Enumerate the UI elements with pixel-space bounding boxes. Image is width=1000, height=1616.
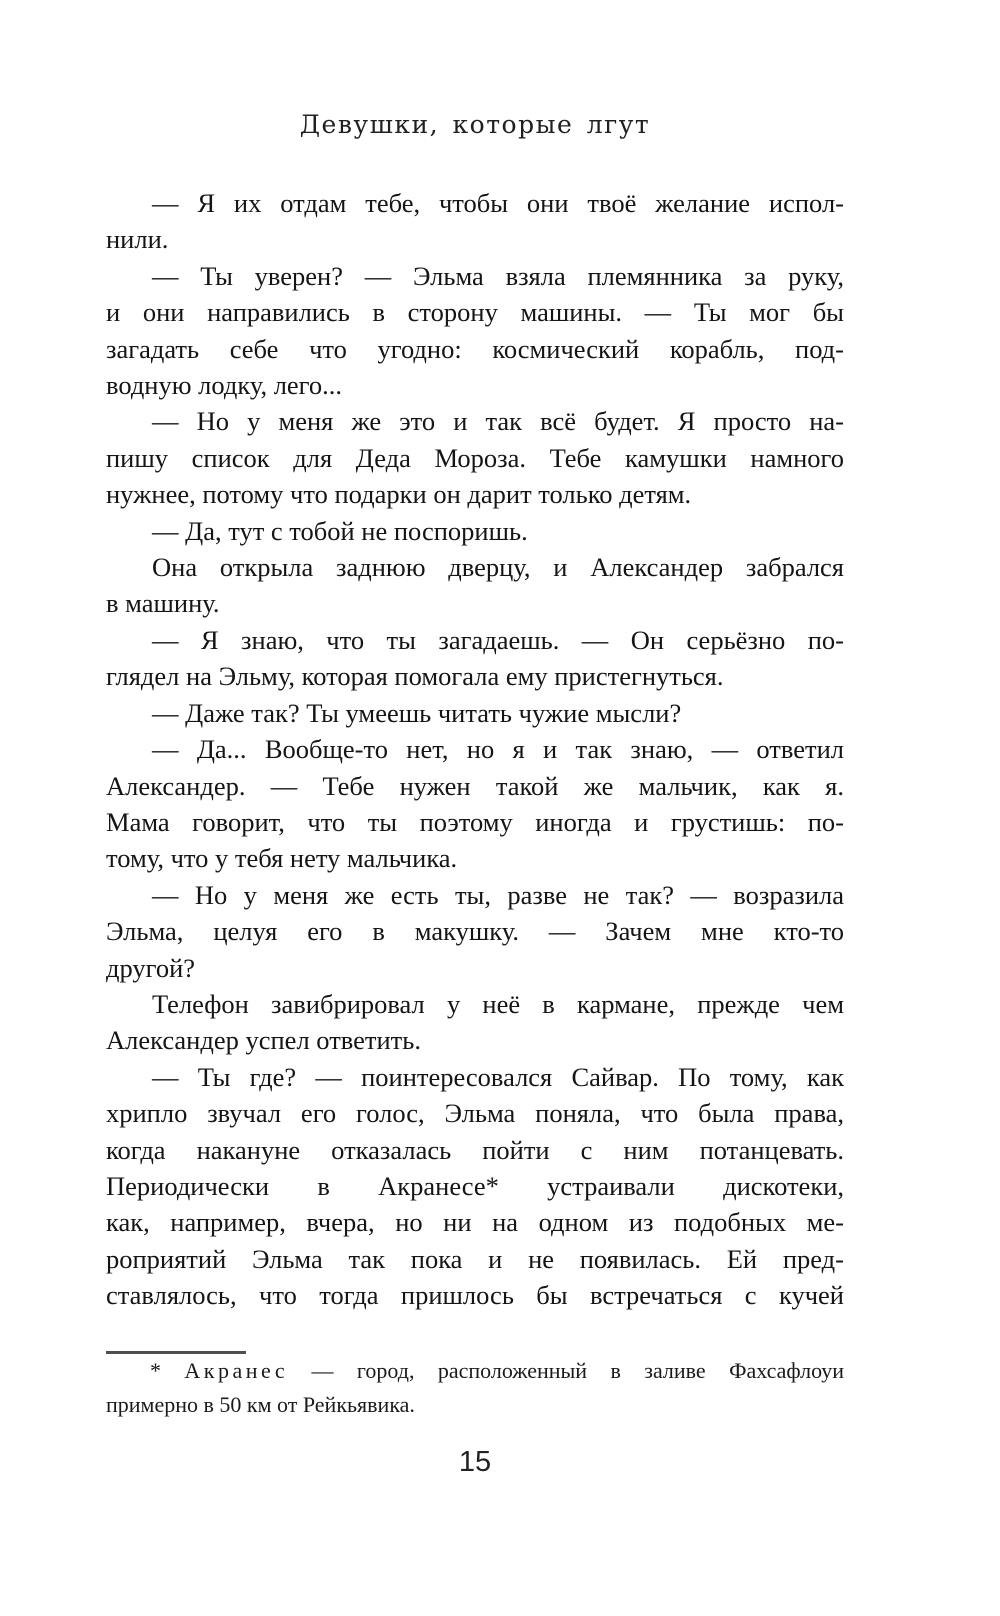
text-line: другой? xyxy=(106,952,196,983)
text-line: — Даже так? Ты умеешь читать чужие мысли? xyxy=(152,697,682,728)
footnote-line: примерно в 50 км от Рейкьявика. xyxy=(106,1391,415,1417)
text-line: — Но у меня же это и так всё будет. Я просто на- xyxy=(152,406,844,437)
text-line: Телефон завибрировал у неё в кармане, прежде чем xyxy=(152,988,844,1019)
footnote-text: — город, расположенный в заливе Фахсафлоуи xyxy=(311,1358,845,1383)
text-line: Мама говорит, что ты поэтому иногда и грустишь: по- xyxy=(106,806,844,837)
page-body-text xyxy=(106,185,844,1314)
text-line: Александер. — Тебе нужен такой же мальчик, как я. xyxy=(106,770,844,801)
text-line: когда накануне отказалась пойти с ним потанцевать. xyxy=(106,1134,844,1165)
text-line: как, например, вчера, но ни на одном из подобных ме- xyxy=(106,1207,844,1238)
footnote xyxy=(106,1354,844,1421)
footnote-line xyxy=(106,1354,844,1388)
text-line: глядел на Эльму, которая помогала ему пристегнуться. xyxy=(106,661,724,692)
text-line: — Я их отдам тебе, чтобы они твоё желание испол- xyxy=(152,188,844,218)
text-line: тому, что у тебя нету мальчика. xyxy=(106,843,458,874)
text-line: — Да, тут с тобой не поспоришь. xyxy=(152,515,528,546)
text-line: пишу список для Деда Мороза. Тебе камушки намного xyxy=(106,442,844,473)
text-line: — Я знаю, что ты загадаешь. — Он серьёзно по- xyxy=(152,624,844,655)
text-line: — Но у меня же есть ты, разве не так? — возразила xyxy=(152,879,844,910)
text-line: Периодически в Акранесе* устраивали дискотеки, xyxy=(106,1170,844,1201)
running-head: Девушки, которые лгут xyxy=(299,110,651,139)
text-line: — Да... Вообще-то нет, но я и так знаю, — ответил xyxy=(152,734,844,765)
text-line: нужнее, потому что подарки он дарит только детям. xyxy=(106,479,692,510)
text-line: роприятий Эльма так пока и не появилась. Ей пред- xyxy=(106,1243,844,1274)
text-line: и они направились в сторону машины. — Ты мог бы xyxy=(106,297,844,328)
text-line: в машину. xyxy=(106,588,220,619)
text-line: водную лодку, лего... xyxy=(106,370,343,401)
footnote-term: Акранес xyxy=(184,1358,289,1383)
text-line: Она открыла заднюю дверцу, и Александер забрался xyxy=(152,552,844,583)
text-line: загадать себе что угодно: космический корабль, под- xyxy=(106,333,844,364)
text-line: Александер успел ответить. xyxy=(106,1025,421,1056)
footnote-marker: * xyxy=(150,1358,161,1383)
text-line: — Ты уверен? — Эльма взяла племянника за руку, xyxy=(152,260,844,291)
text-line: нили. xyxy=(106,224,169,255)
text-line: хрипло звучал его голос, Эльма поняла, что была права, xyxy=(106,1098,844,1129)
text-line: — Ты где? — поинтересовался Сайвар. По тому, как xyxy=(152,1061,844,1092)
page-number: 15 xyxy=(458,1446,492,1478)
text-line: ставлялось, что тогда пришлось бы встречаться с кучей xyxy=(106,1280,844,1311)
text-line: Эльма, целуя его в макушку. — Зачем мне кто-то xyxy=(106,916,844,947)
